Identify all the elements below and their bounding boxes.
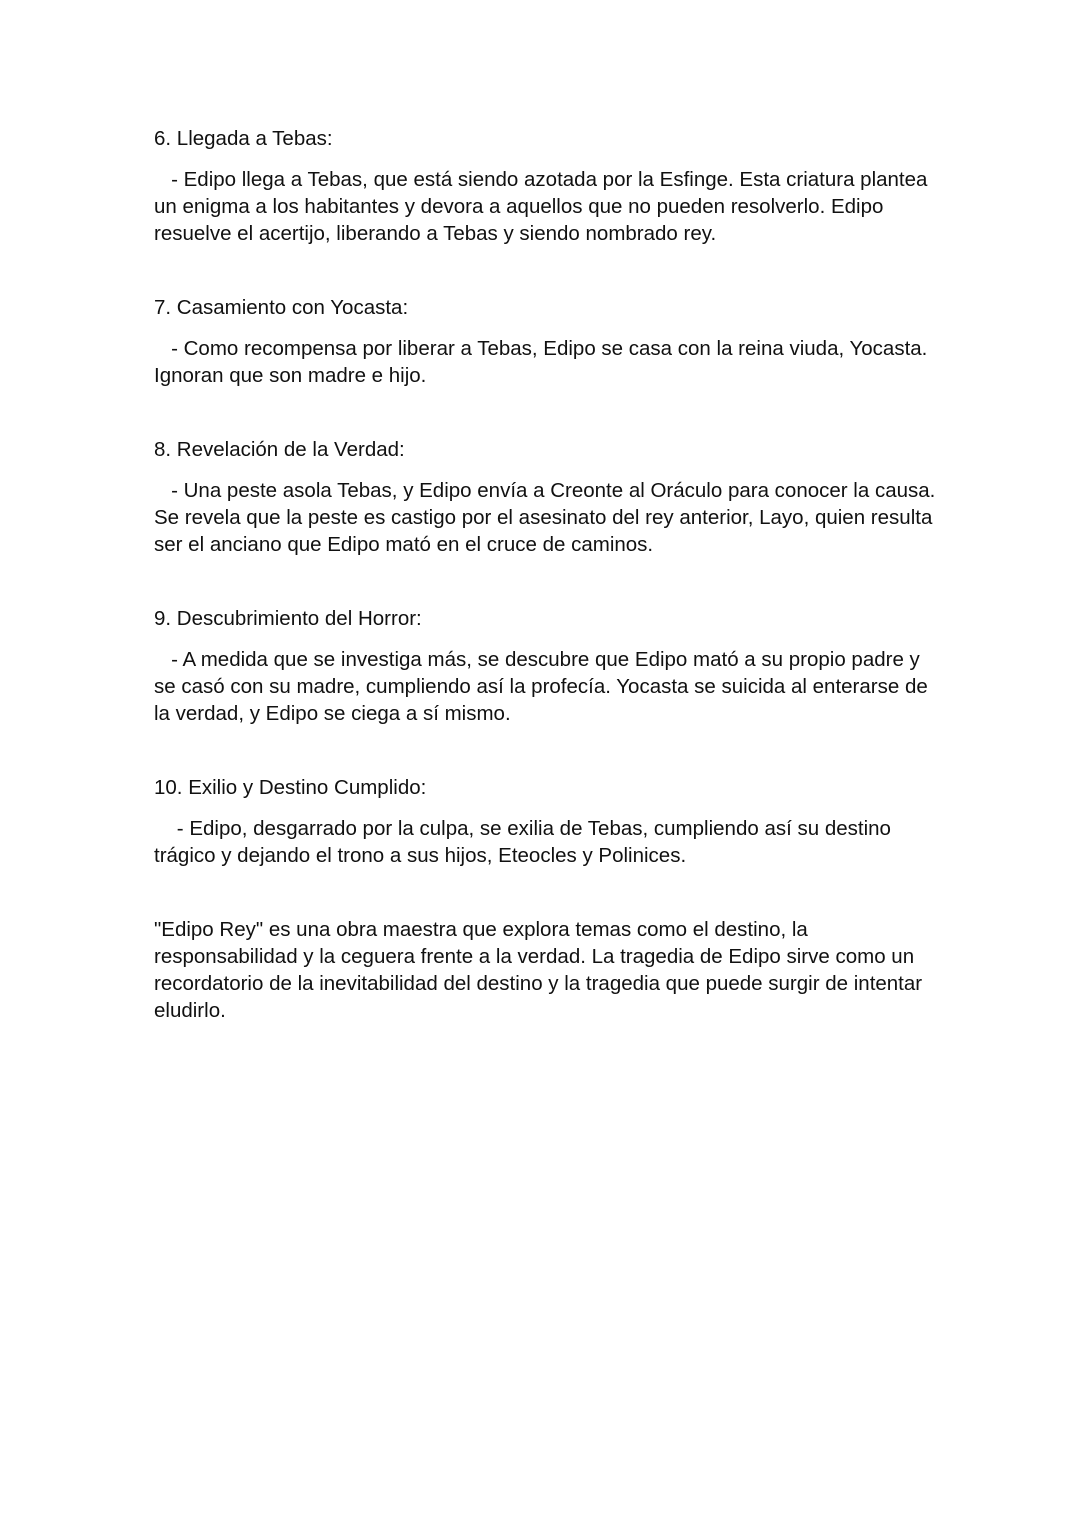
section-heading: 10. Exilio y Destino Cumplido: — [154, 776, 427, 799]
section-body: - Edipo llega a Tebas, que está siendo azotada por la Esfinge. Esta criatura plantea un enigma a los habitantes y devora a aquellos que no pueden resolverlo. Edipo resuelve el acertijo, liberando a Tebas y siendo nombrado rey. — [154, 168, 934, 245]
section-heading: 7. Casamiento con Yocasta: — [154, 296, 409, 319]
conclusion-paragraph: "Edipo Rey" es una obra maestra que explora temas como el destino, la responsabilidad y la ceguera frente a la verdad. La tragedia de Edipo sirve como un recordatorio de la inevitabilidad del destino y la tragedia que puede surgir de intentar eludirlo. — [154, 918, 923, 1022]
section-body: - Como recompensa por liberar a Tebas, Edipo se casa con la reina viuda, Yocasta. Ignoran que son madre e hijo. — [154, 337, 934, 387]
section-10 — [154, 774, 944, 869]
section-heading: 8. Revelación de la Verdad: — [154, 438, 405, 461]
section-8 — [154, 436, 944, 558]
section-heading: 9. Descubrimiento del Horror: — [154, 607, 422, 630]
section-body: - Una peste asola Tebas, y Edipo envía a Creonte al Oráculo para conocer la causa. Se revela que la peste es castigo por el asesinato del rey anterior, Layo, quien resulta ser el anciano que Edipo mató en el cruce de caminos. — [154, 479, 942, 556]
section-body: - A medida que se investiga más, se descubre que Edipo mató a su propio padre y se casó con su madre, cumpliendo así la profecía. Yocasta se suicida al enterarse de la verdad, y Edipo se ciega a sí mismo. — [154, 648, 934, 725]
document-page — [154, 125, 944, 1024]
section-6 — [154, 125, 944, 247]
section-7 — [154, 294, 944, 389]
section-body: - Edipo, desgarrado por la culpa, se exilia de Tebas, cumpliendo así su destino trágico y dejando el trono a sus hijos, Eteocles y Polinices. — [154, 817, 897, 867]
section-heading: 6. Llegada a Tebas: — [154, 127, 333, 150]
section-9 — [154, 605, 944, 727]
